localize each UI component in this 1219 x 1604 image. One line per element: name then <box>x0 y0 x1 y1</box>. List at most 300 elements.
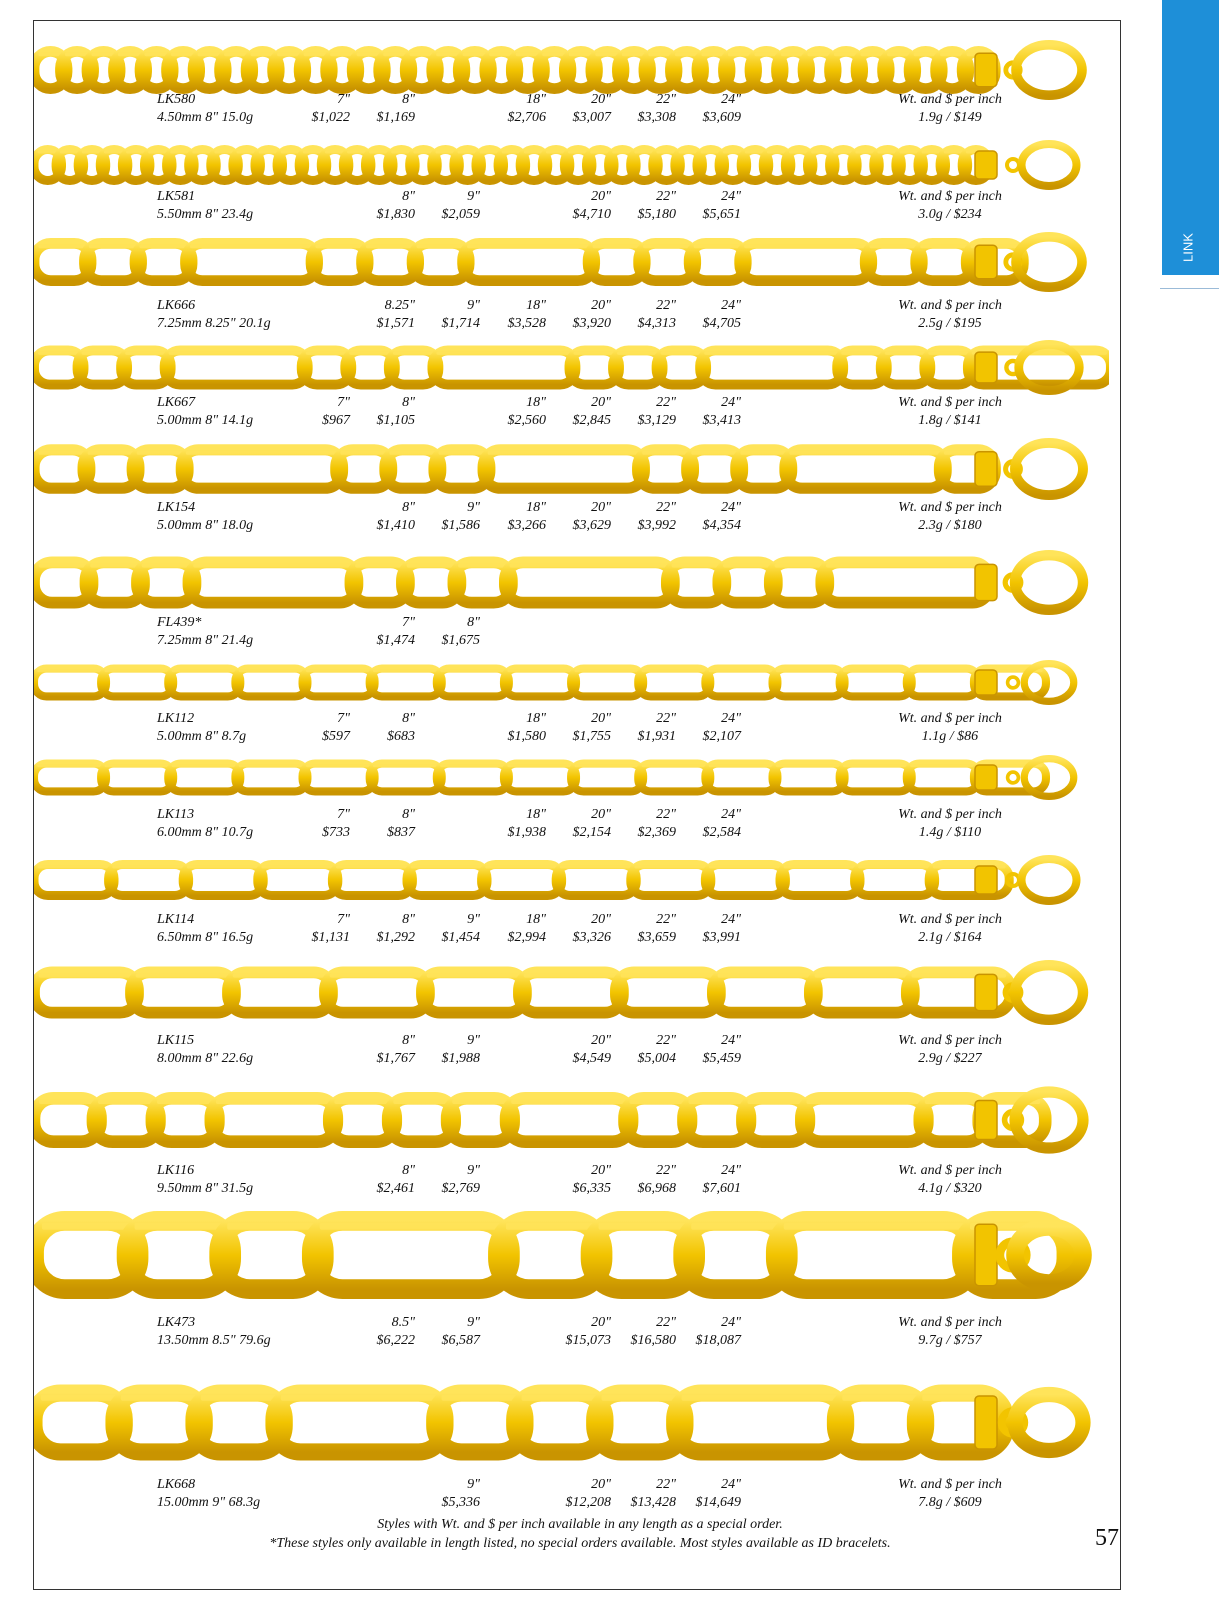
chain-link-highlight <box>841 351 883 354</box>
chain-end-cap <box>975 1396 997 1449</box>
per-inch-value: 1.1g / $86 <box>921 729 979 744</box>
chain-link <box>705 865 785 896</box>
chain-link-highlight <box>440 764 506 767</box>
chain-link <box>34 972 138 1012</box>
chain-link <box>131 972 235 1012</box>
chain-link <box>776 1221 974 1289</box>
per-inch-header: Wt. and $ per inch <box>898 807 1002 822</box>
chain-link <box>101 764 173 792</box>
length-label: 22" <box>656 711 676 726</box>
product-spec: 5.00mm 8" 14.1g <box>157 413 254 428</box>
chain-link-highlight <box>88 451 135 455</box>
chain-link-highlight <box>216 1100 332 1104</box>
length-label: 18" <box>526 92 546 107</box>
chain-link-highlight <box>642 764 708 767</box>
length-label: 24" <box>721 1477 741 1492</box>
product-info <box>0 297 1219 337</box>
length-price: $2,845 <box>572 413 611 428</box>
chain-image <box>34 755 1122 800</box>
length-price: $1,454 <box>441 930 480 945</box>
length-price: $4,549 <box>572 1051 611 1066</box>
page-number: 57 <box>1095 1525 1119 1551</box>
length-label: 8" <box>467 615 480 630</box>
chain-link-highlight <box>672 564 721 568</box>
chain-link <box>407 865 487 896</box>
length-price: $5,651 <box>702 207 741 222</box>
chain-link-highlight <box>630 1100 686 1104</box>
chain-link-highlight <box>438 451 485 455</box>
chain-link-highlight <box>187 865 260 868</box>
length-label: 22" <box>656 912 676 927</box>
chain-link-highlight <box>142 564 191 568</box>
lobster-clasp <box>1022 144 1077 186</box>
length-label: 22" <box>656 92 676 107</box>
chain-link-highlight <box>467 244 590 248</box>
product-spec: 13.50mm 8.5" 79.6g <box>157 1333 271 1348</box>
per-inch-value: 2.1g / $164 <box>918 930 982 945</box>
length-price: $2,107 <box>702 729 741 744</box>
product-sku: LK581 <box>157 189 196 204</box>
length-price: $3,129 <box>637 413 676 428</box>
product-sku: LK667 <box>157 395 196 410</box>
length-label: 20" <box>591 711 611 726</box>
length-label: 18" <box>526 711 546 726</box>
length-price: $1,131 <box>311 930 350 945</box>
chain-image <box>34 140 1122 190</box>
chain-link-highlight <box>38 244 86 248</box>
length-price: $1,410 <box>376 518 415 533</box>
product-info <box>0 499 1219 539</box>
chain-end-cap <box>975 1224 997 1285</box>
chain-link-highlight <box>784 865 857 868</box>
chain-link-highlight <box>642 669 708 672</box>
length-label: 8" <box>402 92 415 107</box>
chain-link <box>186 243 318 280</box>
chain-link-highlight <box>336 865 409 868</box>
length-label: 24" <box>721 92 741 107</box>
chain-link <box>235 764 307 792</box>
chain-link <box>463 243 595 280</box>
per-inch-value: 7.8g / $609 <box>918 1495 982 1510</box>
chain-link <box>183 865 263 896</box>
length-label: 18" <box>526 395 546 410</box>
length-label: 22" <box>656 1033 676 1048</box>
chain-link-highlight <box>233 974 328 978</box>
product-info <box>0 614 1219 654</box>
length-label: 24" <box>721 500 741 515</box>
length-price: $1,474 <box>376 633 415 648</box>
chain-link-highlight <box>104 669 170 672</box>
chain-link-highlight <box>239 669 305 672</box>
chain-end-cap <box>975 670 997 695</box>
length-label: 20" <box>591 500 611 515</box>
chain-link-highlight <box>776 669 842 672</box>
length-label: 9" <box>467 1477 480 1492</box>
per-inch-value: 1.4g / $110 <box>918 825 982 840</box>
length-price: $4,313 <box>637 316 676 331</box>
chain-link-highlight <box>709 865 782 868</box>
chain-link-highlight <box>261 865 334 868</box>
chain-link-highlight <box>135 1223 224 1230</box>
chain-end-cap <box>975 53 997 86</box>
product-sku: LK112 <box>157 711 195 726</box>
chain-link <box>821 562 990 602</box>
jump-ring <box>1007 159 1019 171</box>
length-label: 9" <box>467 298 480 313</box>
chain-link-highlight <box>186 451 338 455</box>
length-price: $2,154 <box>572 825 611 840</box>
chain-link <box>181 450 342 488</box>
product-sku: LK668 <box>157 1477 196 1492</box>
chain-link-highlight <box>709 764 775 767</box>
chain-link-highlight <box>592 244 640 248</box>
length-label: 24" <box>721 189 741 204</box>
chain-link-highlight <box>784 1223 966 1230</box>
product-sku: LK473 <box>157 1315 196 1330</box>
length-label: 8" <box>402 1033 415 1048</box>
chain-illustration <box>34 550 1109 615</box>
product-info <box>0 91 1219 131</box>
chain-image <box>34 960 1122 1025</box>
length-price: $3,992 <box>637 518 676 533</box>
per-inch-value: 2.3g / $180 <box>918 518 982 533</box>
chain-link-highlight <box>306 764 372 767</box>
chain-end-cap <box>975 974 997 1010</box>
length-price: $2,461 <box>376 1181 415 1196</box>
length-price: $967 <box>322 413 350 428</box>
product-info <box>0 806 1219 846</box>
chain-illustration <box>34 960 1109 1025</box>
chain-link-highlight <box>522 1395 599 1401</box>
length-price: $1,988 <box>441 1051 480 1066</box>
length-price: $4,354 <box>702 518 741 533</box>
chain-link <box>519 972 623 1012</box>
chain-illustration <box>34 855 1109 905</box>
chain-end-cap <box>975 352 997 383</box>
chain-link-highlight <box>747 1100 803 1104</box>
chain-link <box>228 972 332 1012</box>
chain-link <box>274 1393 445 1452</box>
chain-link-highlight <box>90 564 139 568</box>
length-label: 20" <box>591 1315 611 1330</box>
chain-link-highlight <box>643 244 691 248</box>
chain-link-highlight <box>427 974 522 978</box>
per-inch-value: 3.0g / $234 <box>918 207 982 222</box>
chain-link-highlight <box>407 564 456 568</box>
chain-link-highlight <box>39 974 134 978</box>
length-label: 18" <box>526 912 546 927</box>
lobster-clasp <box>1015 965 1083 1020</box>
chain-link-highlight <box>920 244 968 248</box>
chain-image <box>34 1200 1122 1310</box>
chain-link <box>188 562 357 602</box>
length-price: $2,994 <box>507 930 546 945</box>
chain-illustration <box>34 755 1109 800</box>
per-inch-value: 1.9g / $149 <box>918 110 982 125</box>
chain-link <box>631 865 711 896</box>
chain-link <box>34 865 114 896</box>
chain-end-cap <box>975 151 997 179</box>
length-label: 24" <box>721 807 741 822</box>
length-label: 9" <box>467 189 480 204</box>
chain-link <box>740 243 872 280</box>
length-price: $18,087 <box>695 1333 741 1348</box>
product-sku: LK115 <box>157 1033 195 1048</box>
chain-link <box>785 450 946 488</box>
chain-link <box>840 669 912 697</box>
chain-link-highlight <box>136 974 231 978</box>
chain-link-highlight <box>411 865 484 868</box>
chain-link <box>109 865 189 896</box>
footnote-availability: *These styles only available in length listed, no special orders available. Most styles available as ID bracelets. <box>269 1536 891 1551</box>
product-spec: 15.00mm 9" 68.3g <box>157 1495 261 1510</box>
chain-link-highlight <box>37 669 103 672</box>
length-price: $2,369 <box>637 825 676 840</box>
product-sku: LK116 <box>157 1163 195 1178</box>
chain-link-highlight <box>511 1100 627 1104</box>
length-label: 7" <box>402 615 415 630</box>
chain-link-highlight <box>774 564 823 568</box>
chain-link-highlight <box>806 1100 922 1104</box>
chain-link-highlight <box>306 669 372 672</box>
length-price: $2,059 <box>441 207 480 222</box>
chain-image <box>34 438 1122 500</box>
chain-link-highlight <box>621 974 716 978</box>
chain-link-highlight <box>38 865 111 868</box>
chain-link-highlight <box>458 564 507 568</box>
length-price: $1,105 <box>376 413 415 428</box>
chain-link-highlight <box>510 564 670 568</box>
length-label: 20" <box>591 1163 611 1178</box>
chain-link-highlight <box>157 1100 213 1104</box>
length-price: $4,705 <box>702 316 741 331</box>
length-label: 9" <box>467 912 480 927</box>
product-info <box>0 394 1219 434</box>
length-label: 20" <box>591 298 611 313</box>
chain-link <box>556 865 636 896</box>
length-label: 24" <box>721 711 741 726</box>
length-price: $15,073 <box>565 1333 611 1348</box>
chain-link-highlight <box>366 244 414 248</box>
chain-link-highlight <box>340 451 387 455</box>
per-inch-header: Wt. and $ per inch <box>898 1163 1002 1178</box>
length-price: $6,222 <box>376 1333 415 1348</box>
chain-link-highlight <box>602 1395 679 1401</box>
chain-link-highlight <box>694 244 742 248</box>
chain-link-highlight <box>98 1100 154 1104</box>
per-inch-value: 2.9g / $227 <box>918 1051 982 1066</box>
chain-link <box>235 669 307 697</box>
length-label: 8" <box>402 807 415 822</box>
chain-link <box>700 350 843 384</box>
chain-link <box>801 1098 927 1141</box>
chain-link-highlight <box>718 974 813 978</box>
length-price: $6,335 <box>572 1181 611 1196</box>
chain-image <box>34 1085 1122 1155</box>
length-label: 24" <box>721 912 741 927</box>
chain-link-highlight <box>744 244 867 248</box>
chain-link-highlight <box>910 669 976 672</box>
product-sku: FL439* <box>157 615 202 630</box>
chain-link-highlight <box>506 1223 595 1230</box>
chain-link-highlight <box>642 451 689 455</box>
product-spec: 7.25mm 8" 21.4g <box>157 633 254 648</box>
length-label: 22" <box>656 1477 676 1492</box>
chain-link-highlight <box>815 974 910 978</box>
chain-link <box>482 865 562 896</box>
chain-illustration <box>34 438 1109 500</box>
length-label: 22" <box>656 1315 676 1330</box>
length-price: $1,714 <box>441 316 480 331</box>
length-label: 22" <box>656 500 676 515</box>
chain-link-highlight <box>843 764 909 767</box>
chain-link-highlight <box>488 451 640 455</box>
product-sku: LK666 <box>157 298 196 313</box>
chain-end-cap <box>975 564 997 600</box>
chain-link-highlight <box>172 669 238 672</box>
chain-image <box>34 550 1122 615</box>
length-label: 9" <box>467 1315 480 1330</box>
chain-link <box>504 764 576 792</box>
product-info <box>0 911 1219 951</box>
length-label: 18" <box>526 807 546 822</box>
length-price: $1,580 <box>507 729 546 744</box>
length-price: $7,601 <box>702 1181 741 1196</box>
chain-link-highlight <box>38 451 85 455</box>
chain-image <box>34 855 1122 905</box>
length-price: $683 <box>387 729 415 744</box>
chain-link-highlight <box>452 1100 508 1104</box>
chain-link-highlight <box>320 1223 502 1230</box>
chain-link-highlight <box>524 974 619 978</box>
chain-link-highlight <box>39 564 88 568</box>
chain-link-highlight <box>121 1395 198 1401</box>
product-info <box>0 1162 1219 1202</box>
product-spec: 6.50mm 8" 16.5g <box>157 930 254 945</box>
length-label: 24" <box>721 298 741 313</box>
chain-link <box>437 764 509 792</box>
chain-link-highlight <box>89 244 137 248</box>
chain-link-highlight <box>393 351 435 354</box>
chain-link-highlight <box>691 1223 780 1230</box>
product-spec: 5.50mm 8" 23.4g <box>157 207 254 222</box>
chain-link-highlight <box>39 1100 95 1104</box>
chain-link <box>773 764 845 792</box>
chain-link-highlight <box>842 1395 919 1401</box>
length-label: 20" <box>591 189 611 204</box>
chain-illustration <box>34 340 1109 395</box>
chain-link <box>713 972 817 1012</box>
chain-link-highlight <box>723 564 772 568</box>
chain-link-highlight <box>373 669 439 672</box>
chain-link-highlight <box>599 1223 688 1230</box>
chain-link <box>506 1098 632 1141</box>
length-label: 8.5" <box>391 1315 415 1330</box>
length-price: $837 <box>387 825 415 840</box>
length-price: $3,629 <box>572 518 611 533</box>
chain-link-highlight <box>634 865 707 868</box>
chain-link-highlight <box>125 351 167 354</box>
length-label: 8" <box>402 1163 415 1178</box>
chain-link-highlight <box>330 974 425 978</box>
chain-image <box>34 232 1122 292</box>
chain-link-highlight <box>393 1100 449 1104</box>
chain-link <box>211 1098 337 1141</box>
chain-link-highlight <box>617 351 659 354</box>
length-price: $597 <box>322 729 350 744</box>
length-price: $5,180 <box>637 207 676 222</box>
length-price: $2,706 <box>507 110 546 125</box>
chain-link <box>675 1393 846 1452</box>
chain-link-highlight <box>355 564 404 568</box>
length-price: $5,336 <box>441 1495 480 1510</box>
chain-link-highlight <box>682 1395 839 1401</box>
chain-link-highlight <box>201 1395 278 1401</box>
chain-link-highlight <box>858 865 931 868</box>
per-inch-header: Wt. and $ per inch <box>898 1477 1002 1492</box>
chain-link <box>101 669 173 697</box>
chain-link <box>437 669 509 697</box>
chain-link-highlight <box>193 564 353 568</box>
chain-link-highlight <box>41 1395 118 1401</box>
length-label: 22" <box>656 189 676 204</box>
length-label: 20" <box>591 395 611 410</box>
product-info <box>0 188 1219 228</box>
chain-link-highlight <box>227 1223 316 1230</box>
chain-illustration <box>34 1200 1109 1310</box>
chain-image <box>34 1375 1122 1470</box>
chain-link <box>810 972 914 1012</box>
per-inch-header: Wt. and $ per inch <box>898 1315 1002 1330</box>
length-price: $4,710 <box>572 207 611 222</box>
per-inch-header: Wt. and $ per inch <box>898 92 1002 107</box>
length-label: 20" <box>591 92 611 107</box>
chain-link <box>840 764 912 792</box>
per-inch-value: 9.7g / $757 <box>918 1333 982 1348</box>
product-spec: 8.00mm 8" 22.6g <box>157 1051 254 1066</box>
length-price: $3,609 <box>702 110 741 125</box>
per-inch-value: 4.1g / $320 <box>918 1181 982 1196</box>
chain-link <box>34 669 106 697</box>
product-info <box>0 1476 1219 1516</box>
per-inch-value: 1.8g / $141 <box>918 413 982 428</box>
chain-link-highlight <box>704 351 839 354</box>
chain-link-highlight <box>334 1100 390 1104</box>
length-price: $3,266 <box>507 518 546 533</box>
length-price: $2,769 <box>441 1181 480 1196</box>
chain-link-highlight <box>137 451 184 455</box>
chain-link-highlight <box>440 669 506 672</box>
chain-link <box>332 865 412 896</box>
length-label: 9" <box>467 1163 480 1178</box>
length-label: 8" <box>402 912 415 927</box>
length-price: $1,675 <box>441 633 480 648</box>
chain-illustration <box>34 660 1109 705</box>
chain-link-highlight <box>843 669 909 672</box>
length-price: $1,571 <box>376 316 415 331</box>
chain-link <box>638 669 710 697</box>
length-label: 22" <box>656 395 676 410</box>
chain-link-highlight <box>574 764 640 767</box>
length-price: $3,659 <box>637 930 676 945</box>
chain-end-cap <box>975 866 997 894</box>
length-price: $1,755 <box>572 729 611 744</box>
section-tab-label: LINK <box>1180 233 1196 262</box>
per-inch-header: Wt. and $ per inch <box>898 500 1002 515</box>
length-price: $12,208 <box>565 1495 611 1510</box>
chain-link <box>303 669 375 697</box>
chain-link-highlight <box>190 244 313 248</box>
